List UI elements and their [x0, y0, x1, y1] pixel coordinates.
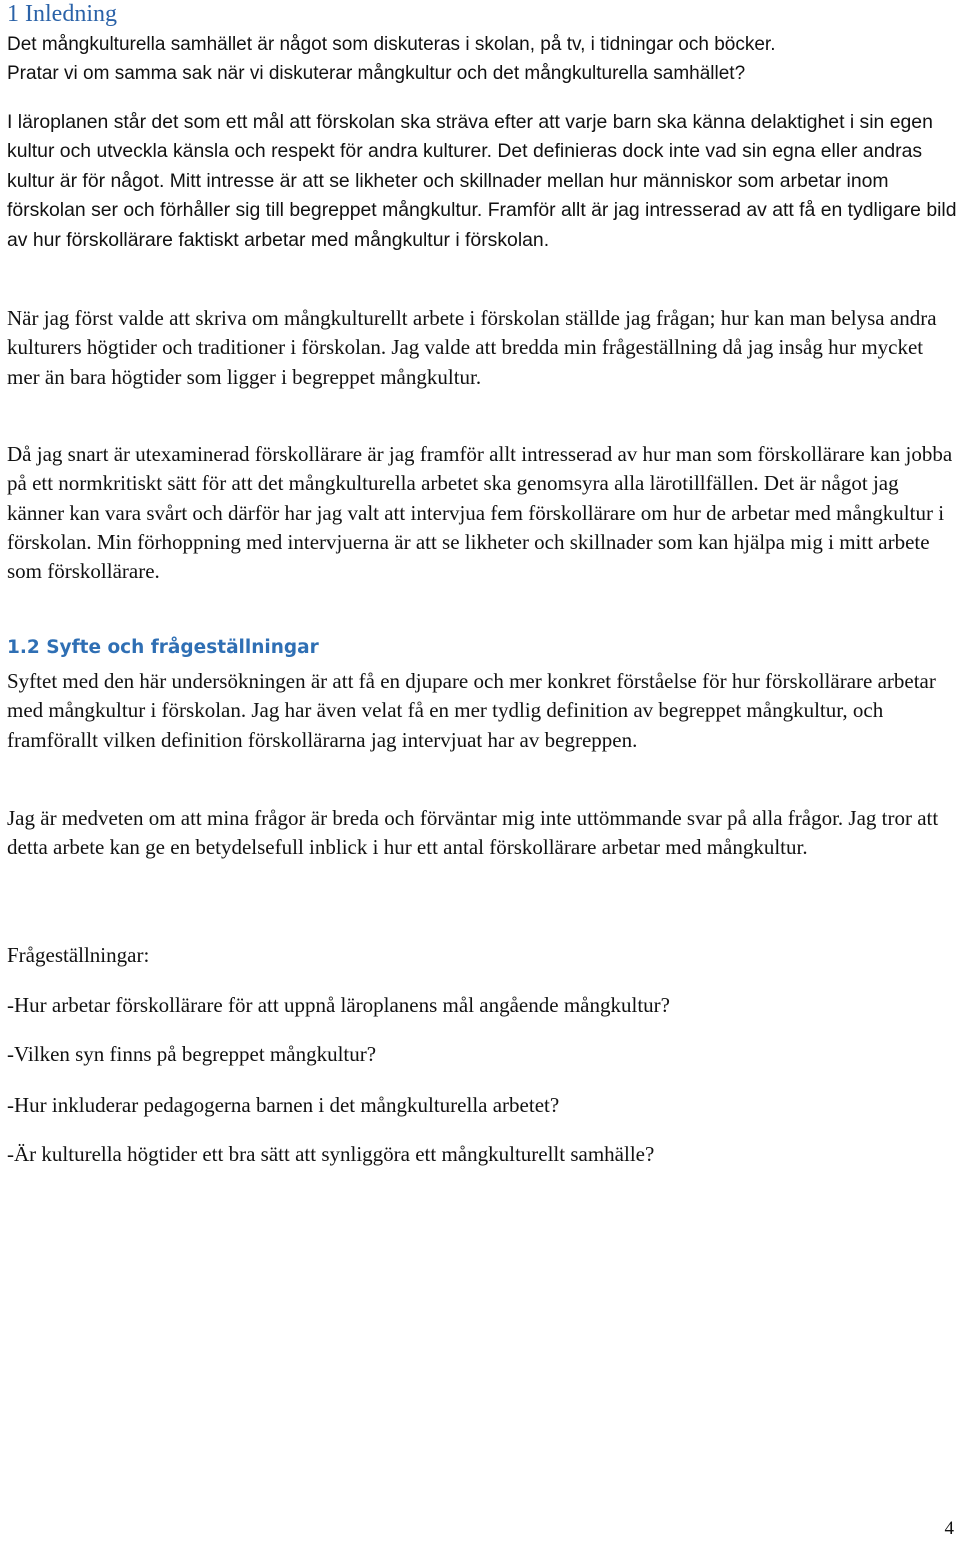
paragraph-syfte: Syftet med den här undersökningen är att få en djupare och mer konkret förståelse för hur förskollärare arbetar med mångkultur i förskolan. Jag har även velat få en mer tydlig definition av begreppet mångkultur, och framförallt vilken definition förskollärarna jag intervjuat har av begreppen. [7, 669, 936, 752]
subsection-heading: 1.2 Syfte och frågeställningar [7, 637, 319, 658]
page-number: 4 [944, 1518, 954, 1539]
question-item: -Vilken syn finns på begreppet mångkultur? [7, 1042, 377, 1066]
paragraph-medveten: Jag är medveten om att mina frågor är breda och förväntar mig inte uttömmande svar på alla frågor. Jag tror att detta arbete kan ge en betydelsefull inblick i hur ett antal förskollärare arbetar med mångkultur. [7, 806, 939, 860]
paragraph-utexaminerad: Då jag snart är utexaminerad förskollärare är jag framför allt intresserad av hur man som förskollärare kan jobba på ett normkritiskt sätt för att det mångkulturella arbetet ska genomsyra alla lärotillfällen. Det är något jag känner kan vara svårt och därför har jag valt att intervjua fem förskollärare om hur de arbetar med mångkultur i förskolan. Min förhoppning med intervjuerna är att se likheter och skillnader som kan hjälpa mig i mitt arbete som förskollärare. [7, 442, 953, 584]
question-item: -Hur arbetar förskollärare för att uppnå läroplanens mål angående mångkultur? [7, 993, 670, 1017]
questions-label: Frågeställningar: [7, 943, 150, 967]
intro-line-1: Det mångkulturella samhället är något som diskuteras i skolan, på tv, i tidningar och böcker. [7, 34, 776, 55]
intro-text [7, 30, 957, 88]
question-item: -Är kulturella högtider ett bra sätt att synliggöra ett mångkulturellt samhälle? [7, 1142, 655, 1166]
paragraph-laroplan: I läroplanen står det som ett mål att förskolan ska sträva efter att varje barn ska känna delaktighet i sin egen kultur och utveckla känsla och respekt för andra kulturer. Det definieras dock inte vad sin egna eller andras kultur är för något. Mitt intresse är att se likheter och skillnader mellan hur människor som arbetar inom förskolan ser och förhåller sig till begreppet mångkultur. Framför allt är jag intresserad av att få en tydligare bild av hur förskollärare faktiskt arbetar med mångkultur i förskolan. [7, 111, 957, 251]
intro-line-2: Pratar vi om samma sak när vi diskuterar mångkultur och det mångkulturella samhället? [7, 63, 746, 84]
section-heading: 1 Inledning [7, 1, 117, 27]
paragraph-forst-valde: När jag först valde att skriva om mångkulturellt arbete i förskolan ställde jag frågan; hur kan man belysa andra kulturers högtider och traditioner i förskolan. Jag valde att bredda min frågeställning då jag insåg hur mycket mer än bara högtider som ligger i begreppet mångkultur. [7, 306, 937, 389]
question-item: -Hur inkluderar pedagogerna barnen i det mångkulturella arbetet? [7, 1093, 560, 1117]
